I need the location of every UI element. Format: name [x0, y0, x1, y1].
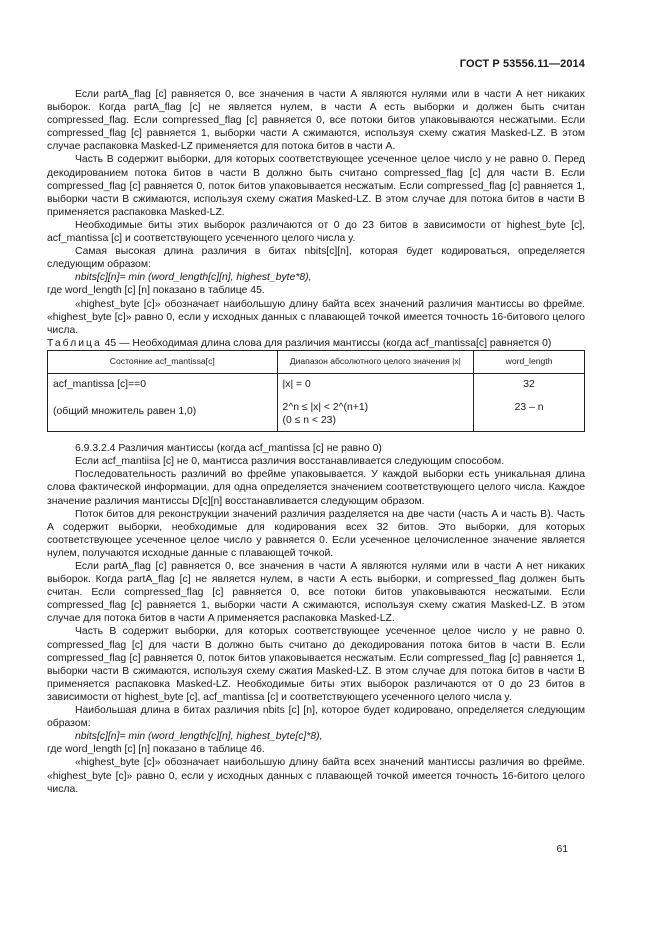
table-header: Состояние acf_mantissa[c] [48, 350, 278, 373]
formula: nbits[c][n]= min (word_length[c][n], highest_byte*8), [75, 272, 312, 284]
cell-text: 2^n ≤ |x| < 2^(n+1) [282, 401, 369, 413]
paragraph: Необходимые биты этих выборок различаются от 0 до 23 битов в зависимости от highest_byte [c], acf_mantissa [c] и соответствующего усеченного целого числа y. [47, 219, 585, 245]
paragraph: Последовательность различий во фрейме упаковывается. У каждой выборки есть уникальная длина слова фактической информации, для одна определяется значением соответствующего целого числа. Каждое значение различия мантиссы D[c][n] восстанавливается следующим образом. [47, 469, 585, 507]
formula-note: где word_length [c] [n] показано в таблице 46. [47, 744, 265, 756]
formula-note: где word_length [c] [n] показано в таблице 45. [47, 285, 265, 297]
table-caption [47, 337, 585, 350]
cell-text: (0 ≤ n < 23) [282, 415, 336, 427]
table-cell [277, 373, 474, 431]
document-body [47, 88, 585, 796]
paragraph: «highest_byte [c]» обозначает наибольшую длину байта всех значений различия мантиссы во фрейме. «highest_byte [c]» равно 0, если у исходных данных с плавающей точкой имеется точность 16-битового целого числа. [47, 298, 585, 336]
paragraph: «highest_byte [c]» обозначает наибольшую длину байта всех значений мантиссы различия во фрейме. «highest_byte [c]» равно 0, если у исходных данных с плавающей точкой имеется точность 16-битого целого числа. [47, 757, 585, 795]
paragraph: Часть B содержит выборки, для которых соответствующее усеченное целое число y не равно 0. compressed_flag [c] для части B должно быть считано до декодирования потока битов в части B. Если compressed_flag [c] равняется 0, поток битов упаковывается несжатым. Если compressed_flag [c] равняется 1, выборки части B сжимаются, используя схему сжатия Masked-LZ. В этом случае для потока битов в части B применяется распаковка Masked-LZ. Необходимые биты этих выборок различаются от 0 до 23 битов в зависимости от highest_byte [c], acf_mantissa [c] и соответствующего усеченного целого числа y. [47, 626, 585, 703]
paragraph: Наибольшая длина в битах различия nbits [c] [n], которое будет кодировано, определяется следующим образом: [47, 705, 585, 730]
table-cell [48, 373, 278, 431]
table-header-row [48, 350, 585, 373]
cell-text: 32 [523, 378, 535, 390]
paragraph: Часть B содержит выборки, для которых соответствующее усеченное целое число y не равно 0. Перед декодированием потока битов в части B должно быть считано compressed_flag [c] для части B. Если compressed_flag [c] равняется 0, поток битов упаковывается несжатым. Если compressed_flag [c] равняется 1, выборки части B сжимаются, используя схему сжатия Masked-LZ. В этом случае для потока битов в части B применяется распаковка Masked-LZ. [47, 154, 585, 218]
cell-text: 23 – n [514, 401, 544, 413]
document-header: ГОСТ Р 53556.11—2014 [459, 58, 585, 70]
paragraph: Если partA_flag [c] равняется 0, все значения в части A являются нулями или в части A нет никаких выборок. Когда partA_flag [c] не является нулем, в части A есть выборки и должен быть считан compressed_flag. Если compressed_flag [c] равняется 0, все потоки битов упаковываются несжатыми. Если compressed_flag [c] равняется 1, выборки части A сжимаются, используя схему сжатия Masked-LZ. В этом случае распаковка Masked-LZ применяется для потока битов в части A. [47, 89, 585, 153]
paragraph: Если acf_mantiisa [c] не 0, мантисса различия восстанавливается следующим способом. [75, 456, 505, 468]
table-caption-text: 45 — Необходимая длина слова для различия мантиссы (когда acf_mantissa[c] равняется 0) [104, 337, 552, 349]
table-header: Диапазон абсолютного целого значения |x| [277, 350, 474, 373]
paragraph: Самая высокая длина различия в битах nbits[c][n], которая будет кодироваться, определяется следующим образом: [47, 246, 585, 271]
table-row [48, 373, 585, 431]
formula: nbits[c][n]= min (word_length[c][n], highest_byte[c]*8), [75, 731, 323, 743]
paragraph: Если partA_flag [c] равняется 0, все значения в части A являются нулями или в части A нет никаких выборок. Когда partA_flag [c] не является нулем, в части A есть выборки, и compressed_flag должен быть считан. Если compressed_flag [c] равняется 0, все потоки битов упаковываются несжатыми. Если compressed_flag [c] равняется 1, выборки части A сжимаются, используя схему сжатия Masked-LZ. В этом случае для потока битов в части A применяется распаковка Masked-LZ. [47, 561, 585, 625]
table-header: word_length [474, 350, 585, 373]
table-caption-label: Таблица [47, 337, 102, 349]
cell-text: |x| = 0 [282, 378, 311, 390]
word-length-table [47, 350, 585, 432]
section-title: 6.9.3.2.4 Различия мантиссы (когда acf_mantissa [c] не равно 0) [75, 443, 382, 455]
page-number: 61 [556, 844, 568, 855]
paragraph: Поток битов для реконструкции значений различия разделяется на две части (часть A и часть B). Часть A содержит выборки, необходимые для кодирования всех 32 битов. Это выборки, для которых соответствующее усеченное целое число y равняется 0. Если усеченное целочисленное значение является нулем, получаются исходные данные с плавающей точкой. [47, 508, 585, 559]
table-cell [474, 373, 585, 431]
cell-text: (общий множитель равен 1,0) [53, 405, 197, 417]
cell-text: acf_mantissa [c]==0 [53, 378, 146, 390]
